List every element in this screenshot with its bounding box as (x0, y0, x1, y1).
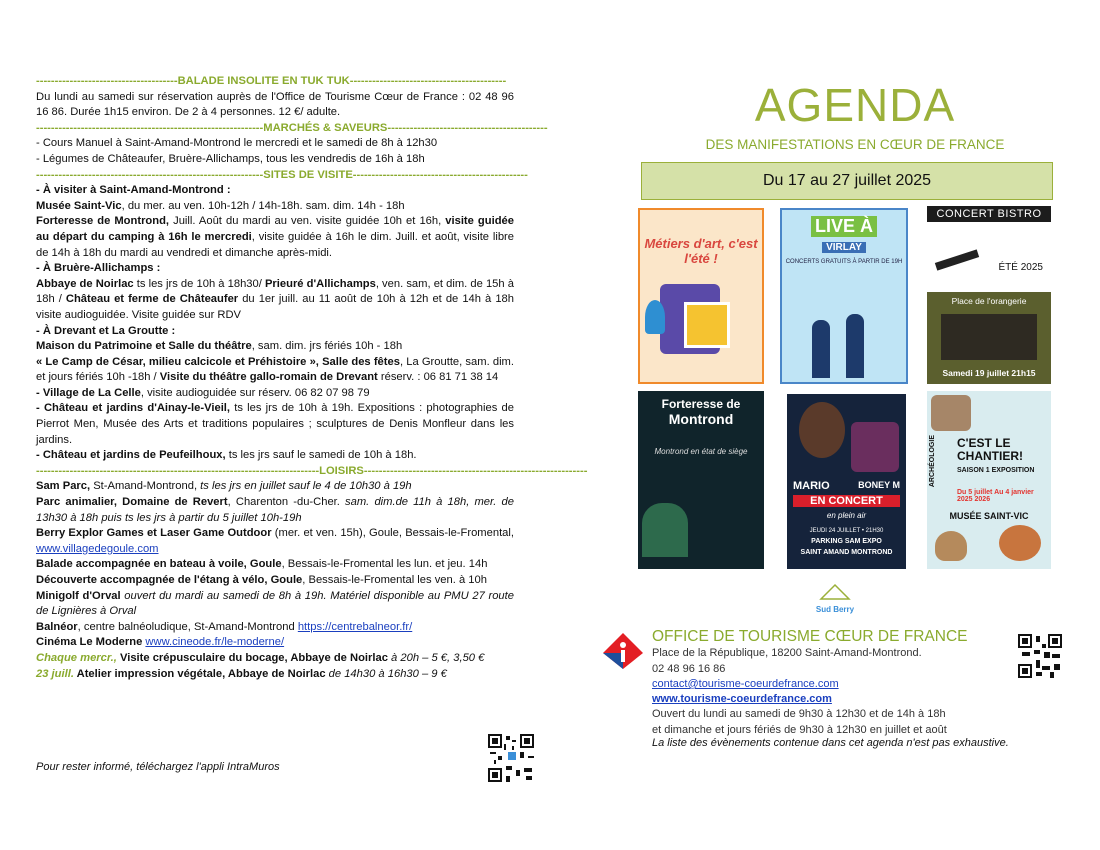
office-hours-2: et dimanche et jours fériés de 9h30 à 12h30 en juillet et août (652, 723, 947, 736)
poster-live-title: LIVE À (811, 216, 877, 237)
poster-forteresse-montrond (638, 391, 764, 569)
poster-mario-concert (787, 394, 906, 569)
poster-metiers-title: Métiers d'art, c'est l'été ! (644, 236, 758, 266)
pottery-illustration (935, 531, 967, 561)
poster-fort-title-2: Montrond (668, 411, 734, 427)
loisir-entry-velo: Découverte accompagnée de l'étang à vélo, Goule, Bessais-le-Fromental les ven. à 10h (36, 574, 487, 586)
office-address: Place de la République, 18200 Saint-Amand-Montrond. (652, 647, 922, 660)
loisir-entry-sam-parc: Sam Parc, St-Amand-Montrond, ts les jrs en juillet sauf le 4 de 10h30 à 19h (36, 480, 412, 493)
poster-bistro-date: Samedi 19 juillet 21h15 (942, 368, 1036, 378)
poster-expo-saison: SAISON 1 EXPOSITION (957, 467, 1035, 474)
loisir-entry-cinema: Cinéma Le Moderne www.cineode.fr/le-moderne/ (36, 636, 285, 649)
window-frame-illustration (684, 302, 730, 348)
vase-illustration (999, 525, 1041, 561)
event-entry-atelier: 23 juill. Atelier impression végétale, Abbaye de Noirlac de 14h30 à 16h30 – 9 € (36, 667, 447, 680)
poster-live-subtitle: CONCERTS GRATUITS À PARTIR DE 19H (785, 259, 903, 265)
tuktuk-text: Du lundi au samedi sur réservation auprès de l'Office de Tourisme Cœur de France : 02 48 96 16 86. Durée 1h15 environ. De 2 à 4 personnes. 12 €/ adulte. (36, 90, 514, 119)
agenda-title: AGENDA (754, 79, 956, 131)
sud-berry-label: Sud Berry (815, 605, 855, 614)
loisir-entry-minigolf: Minigolf d'Orval ouvert du mardi au samedi de 8h à 19h. Matériel disponible au PMU 27 route de Lignières à Orval (36, 589, 514, 618)
sites-heading-saint-amand: - À visiter à Saint-Amand-Montrond : (36, 184, 231, 197)
mario-portrait (799, 402, 845, 458)
tourisme-info-icon (601, 631, 645, 671)
left-column (36, 74, 588, 682)
office-email-link[interactable]: contact@tourisme-coeurdefrance.com (652, 677, 839, 690)
office-phone: 02 48 96 16 86 (652, 662, 726, 675)
poster-bistro-ete: ÉTÉ 2025 (998, 262, 1043, 273)
bistro-top-panel (927, 222, 1051, 292)
sud-berry-logo (810, 584, 860, 618)
guitar-illustration (935, 249, 979, 270)
triangle-logo-icon (820, 584, 850, 600)
agenda-disclaimer: La liste des évènements contenue dans cet agenda n'est pas exhaustive. (652, 737, 1009, 749)
marche-item: - Cours Manuel à Saint-Amand-Montrond le mercredi et le samedi de 8h à 12h30 (36, 137, 438, 150)
intramuros-note: Pour rester informé, téléchargez l'appli IntraMuros (36, 761, 280, 773)
section-header-marches: -------------------------------------------------------------MARCHÉS & SAVEURS------------------------------------------- (36, 121, 548, 134)
site-entry-ainay: - Château et jardins d'Ainay-le-Vieil, ts les jrs de 10h à 19h. Expositions : photographies de Pierrot Men, Musée des Arts et traditions populaires ; sculptures de Denis Monfleur dans les jardins. (36, 402, 514, 446)
office-info (652, 629, 1052, 738)
tower-illustration (642, 503, 688, 557)
event-entry-bocage: Chaque mercr., Visite crépusculaire du bocage, Abbaye de Noirlac à 20h – 5 €, 3,50 € (36, 651, 485, 664)
site-entry-forteresse: Forteresse de Montrond, Juill. Août du mardi au ven. visite guidée 10h et 16h, visite guidée au départ du camping à 16h le mercredi, visite guidée à 16h le dim. Juill. et août, visite libre de 14h à 18h du mardi au vendredi et dimanche après-midi. (36, 215, 514, 259)
sculpture-illustration (931, 395, 971, 431)
poster-fort-subtitle: Montrond en état de siège (654, 447, 748, 456)
poster-expo-musee: MUSÉE SAINT-VIC (949, 511, 1029, 521)
poster-metiers-art (638, 208, 764, 384)
village-goule-link[interactable]: www.villagedegoule.com (36, 542, 159, 555)
site-entry-peufeilhoux: - Château et jardins de Peufeilhoux, ts les jrs sauf le samedi de 10h à 18h. (36, 449, 417, 462)
marche-item: - Légumes de Châteaufer, Bruère-Allichamps, tous les vendredis de 16h à 18h (36, 152, 425, 165)
office-website-link[interactable]: www.tourisme-coeurdefrance.com (652, 693, 832, 706)
section-header-sites: -------------------------------------------------------------SITES DE VISITE----------------------------------------------- (36, 168, 528, 181)
poster-expo-archeo: ARCHÉOLOGIE (929, 435, 936, 488)
poster-live-virlay (780, 208, 908, 384)
poster-mario-concert: EN CONCERT (793, 495, 900, 507)
poster-live-place: VIRLAY (822, 242, 866, 253)
office-hours-1: Ouvert du lundi au samedi de 9h30 à 12h30 et de 14h à 18h (652, 708, 946, 721)
poster-mario-boney: BONEY M (858, 480, 900, 490)
cinema-link[interactable]: www.cineode.fr/le-moderne/ (145, 636, 285, 649)
poster-mario-city: SAINT AMAND MONTROND (800, 549, 893, 556)
poster-expo-title: C'EST LE CHANTIER! (957, 436, 1023, 463)
site-entry-musee-saint-vic: Musée Saint-Vic, du mer. au ven. 10h-12h / 14h-18h. sam. dim. 14h - 18h (36, 199, 405, 212)
poster-bistro-place: Place de l'orangerie (951, 296, 1027, 306)
poster-fort-title-1: Forteresse de (661, 397, 741, 411)
sites-heading-drevant: - À Drevant et La Groutte : (36, 324, 176, 337)
loisir-entry-berry-explor: Berry Explor Games et Laser Game Outdoor (mer. et ven. 15h), Goule, Bessais-le-Fromental, www.villagedegoule.com (36, 527, 514, 555)
site-entry-la-celle: - Village de La Celle, visite audioguidée sur réserv. 06 82 07 98 79 (36, 386, 370, 399)
guitarist-silhouette (846, 314, 864, 378)
office-tourisme-logo (601, 631, 645, 676)
office-name: OFFICE DE TOURISME CŒUR DE FRANCE (652, 628, 968, 645)
agenda-date-range: Du 17 au 27 juillet 2025 (641, 162, 1053, 200)
section-header-tuktuk: --------------------------------------BALADE INSOLITE EN TUK TUK------------------------------------------ (36, 75, 507, 87)
poster-cest-le-chantier (927, 391, 1051, 569)
poster-mario-place: PARKING SAM EXPO (811, 538, 882, 545)
band-photo (941, 314, 1037, 360)
poster-concert-bistro (927, 206, 1051, 384)
poster-mario-plein-air: en plein air (826, 511, 867, 520)
loisir-entry-balneor: Balnéor, centre balnéoludique, St-Amand-Montrond https://centrebalneor.fr/ (36, 620, 413, 633)
intramuros-qr-code[interactable] (486, 732, 536, 784)
section-header-loisirs: ----------------------------------------------------------------------------LOISIRS------------------------------------------------------------ (36, 464, 588, 477)
poster-bistro-title: CONCERT BISTRO (927, 206, 1051, 222)
boney-m-portrait (851, 422, 899, 472)
lantern-illustration (645, 300, 665, 334)
poster-mario-info: JEUDI 24 JUILLET • 21H30 (809, 528, 884, 534)
balneor-link[interactable]: https://centrebalneor.fr/ (297, 620, 413, 633)
singer-silhouette (812, 320, 830, 378)
site-entry-noirlac: Abbaye de Noirlac ts les jrs de 10h à 18h30/ Prieuré d'Allichamps, ven. sam, et dim. de 15h à 18h / Château et ferme de Châteaufer du 1er juill. au 11 août de 10h à 12h et de 14h à 18h visite audioguidée. Visite guidée sur RDV (36, 277, 514, 321)
site-entry-camp-cesar: « Le Camp de César, milieu calcicole et Préhistoire », Salle des fêtes, La Groutte, sam. dim. et jours fériés 10h -18h / Visite du théâtre gallo-romain de Drevant réserv. : 06 81 71 38 14 (36, 355, 514, 384)
poster-expo-dates: Du 5 juillet Au 4 janvier 2025 2026 (957, 489, 1034, 503)
office-qr-code[interactable] (1018, 634, 1062, 678)
sites-heading-bruere: - À Bruère-Allichamps : (36, 262, 161, 275)
site-entry-patrimoine: Maison du Patrimoine et Salle du théâtre, sam. dim. jrs fériés 10h - 18h (36, 340, 403, 353)
loisir-entry-revert: Parc animalier, Domaine de Revert, Charenton -du-Cher. sam. dim.de 11h à 18h, mer. de 13h30 à 18h puis ts les jrs à partir du 5 juillet 10h-19h (36, 496, 514, 524)
agenda-subtitle: DES MANIFESTATIONS EN CŒUR DE FRANCE (705, 137, 1005, 152)
poster-mario-name: MARIO (793, 480, 830, 492)
loisir-entry-voile: Balade accompagnée en bateau à voile, Goule, Bessais-le-Fromental les lun. et jeu. 14h (36, 558, 488, 571)
